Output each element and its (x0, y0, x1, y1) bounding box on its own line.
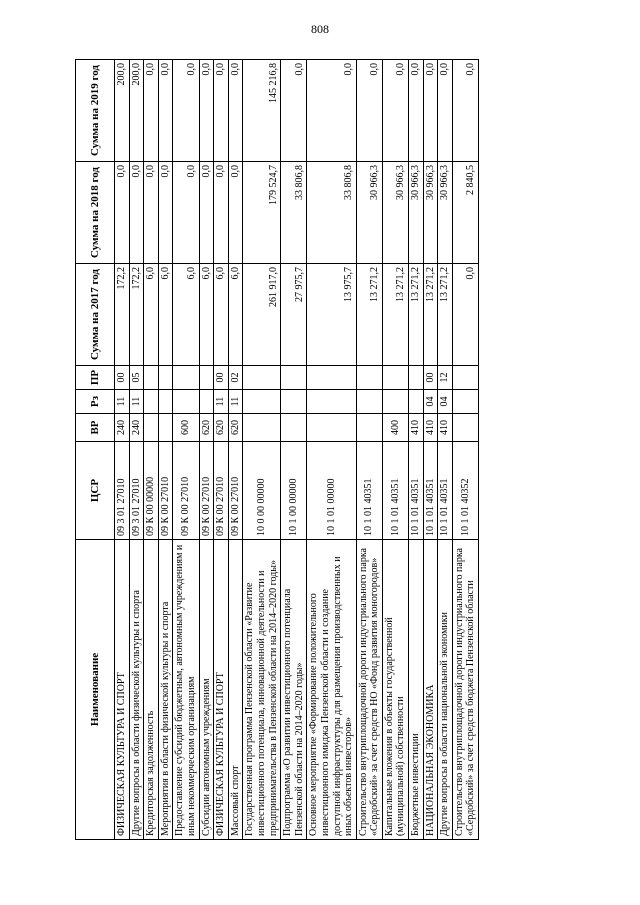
cell-name: Капитальные вложения в объекты государственной (муниципальной) собственности (382, 540, 408, 840)
cell-name: Другие вопросы в области физической культуры и спорта (129, 540, 144, 840)
cell-csr: 10 1 00 00000 (281, 442, 307, 540)
header-name: Наименование (76, 540, 115, 840)
cell-csr: 09 К 00 27010 (214, 442, 229, 540)
table-row (307, 60, 356, 840)
cell-2019: 145 216,8 (243, 60, 281, 162)
cell-rz: 04 (438, 390, 453, 414)
cell-2017: 27 975,7 (281, 264, 307, 366)
cell-pr (243, 366, 281, 390)
cell-pr: 02 (228, 366, 243, 390)
table-row (356, 60, 382, 840)
cell-2018: 33 806,8 (281, 162, 307, 264)
cell-2017: 6,0 (214, 264, 229, 366)
cell-vr (158, 414, 173, 442)
cell-2017: 13 975,7 (307, 264, 356, 366)
cell-2019: 0,0 (173, 60, 199, 162)
cell-2018: 0,0 (199, 162, 214, 264)
cell-vr: 600 (173, 414, 199, 442)
cell-pr: 00 (423, 366, 438, 390)
cell-name: Бюджетные инвестиции (409, 540, 424, 840)
cell-vr: 620 (228, 414, 243, 442)
cell-name: ФИЗИЧЕСКАЯ КУЛЬТУРА И СПОРТ (115, 540, 130, 840)
cell-rz (158, 390, 173, 414)
cell-2017: 6,0 (158, 264, 173, 366)
cell-2017: 13 271,2 (356, 264, 382, 366)
cell-pr (158, 366, 173, 390)
cell-rz: 11 (214, 390, 229, 414)
cell-vr: 400 (382, 414, 408, 442)
table-row (452, 60, 478, 840)
cell-rz (144, 390, 159, 414)
cell-csr: 09 К 00 00000 (144, 442, 159, 540)
cell-2018: 30 966,3 (438, 162, 453, 264)
cell-2019: 200,0 (115, 60, 130, 162)
table-row (382, 60, 408, 840)
cell-2018: 30 966,3 (382, 162, 408, 264)
header-rz: Рз (76, 390, 115, 414)
cell-2019: 0,0 (307, 60, 356, 162)
cell-name: ФИЗИЧЕСКАЯ КУЛЬТУРА И СПОРТ (214, 540, 229, 840)
cell-2018: 0,0 (228, 162, 243, 264)
cell-csr: 10 1 01 00000 (307, 442, 356, 540)
cell-2017: 261 917,0 (243, 264, 281, 366)
cell-name: Другие вопросы в области национальной экономики (438, 540, 453, 840)
cell-2018: 179 524,7 (243, 162, 281, 264)
table-row (409, 60, 424, 840)
cell-2017: 13 271,2 (382, 264, 408, 366)
cell-vr (307, 414, 356, 442)
cell-2017: 6,0 (144, 264, 159, 366)
cell-2019: 0,0 (423, 60, 438, 162)
cell-rz (356, 390, 382, 414)
cell-name: Строительство внутриплощадочной дороги индустриального парка «Сердобский» за счет средств бюджета Пензенской области (452, 540, 478, 840)
cell-2017: 13 271,2 (409, 264, 424, 366)
cell-2019: 0,0 (158, 60, 173, 162)
cell-2019: 0,0 (214, 60, 229, 162)
cell-rz: 04 (423, 390, 438, 414)
cell-2018: 30 966,3 (423, 162, 438, 264)
cell-2017: 6,0 (228, 264, 243, 366)
cell-name: Мероприятия в области физической культуры и спорта (158, 540, 173, 840)
cell-2017: 172,2 (115, 264, 130, 366)
table-row (129, 60, 144, 840)
cell-csr: 09 3 01 27010 (129, 442, 144, 540)
header-csr: ЦСР (76, 442, 115, 540)
cell-csr: 09 К 00 27010 (228, 442, 243, 540)
cell-2019: 0,0 (409, 60, 424, 162)
cell-rz (281, 390, 307, 414)
cell-2019: 0,0 (228, 60, 243, 162)
table-row (423, 60, 438, 840)
cell-csr: 09 К 00 27010 (158, 442, 173, 540)
cell-rz (307, 390, 356, 414)
cell-2018: 33 806,8 (307, 162, 356, 264)
cell-rz (173, 390, 199, 414)
cell-name: Субсидии автономным учреждениям (199, 540, 214, 840)
table-row (144, 60, 159, 840)
cell-vr (243, 414, 281, 442)
cell-2017: 172,2 (129, 264, 144, 366)
cell-rz (452, 390, 478, 414)
cell-2017: 0,0 (452, 264, 478, 366)
table-row (199, 60, 214, 840)
cell-vr (356, 414, 382, 442)
cell-pr (173, 366, 199, 390)
cell-rz (243, 390, 281, 414)
cell-2017: 6,0 (199, 264, 214, 366)
table-row (281, 60, 307, 840)
cell-vr: 410 (423, 414, 438, 442)
table-body (115, 60, 479, 840)
cell-pr: 05 (129, 366, 144, 390)
header-pr: ПР (76, 366, 115, 390)
cell-2018: 30 966,3 (356, 162, 382, 264)
cell-vr (144, 414, 159, 442)
cell-csr: 10 0 00 00000 (243, 442, 281, 540)
cell-csr: 09 К 00 27010 (199, 442, 214, 540)
cell-vr: 240 (129, 414, 144, 442)
cell-pr (199, 366, 214, 390)
cell-2018: 0,0 (115, 162, 130, 264)
cell-rz: 11 (115, 390, 130, 414)
cell-2018: 0,0 (129, 162, 144, 264)
cell-name: Подпрограмма «О развитии инвестиционного потенциала Пензенской области на 2014–2020 годы» (281, 540, 307, 840)
cell-rz (382, 390, 408, 414)
cell-rz: 11 (228, 390, 243, 414)
header-vr: ВР (76, 414, 115, 442)
cell-name: Массовый спорт (228, 540, 243, 840)
cell-pr: 00 (214, 366, 229, 390)
cell-2019: 0,0 (356, 60, 382, 162)
cell-name: НАЦИОНАЛЬНАЯ ЭКОНОМИКА (423, 540, 438, 840)
cell-pr (382, 366, 408, 390)
cell-2017: 6,0 (173, 264, 199, 366)
table-header-row (76, 60, 115, 840)
table-row (228, 60, 243, 840)
table-row (214, 60, 229, 840)
cell-name: Предоставление субсидий бюджетным, автономным учреждениям и иным некоммерческим организациям (173, 540, 199, 840)
cell-csr: 10 1 01 40351 (423, 442, 438, 540)
cell-vr (452, 414, 478, 442)
cell-pr: 00 (115, 366, 130, 390)
cell-2017: 13 271,2 (423, 264, 438, 366)
cell-pr (409, 366, 424, 390)
cell-2019: 200,0 (129, 60, 144, 162)
cell-name: Кредиторская задолженность (144, 540, 159, 840)
table-row (173, 60, 199, 840)
cell-name: Основное мероприятие «Формирование положительного инвестиционного имиджа Пензенской области и создание доступной инфраструктуры для размещения производственных и иных объектов инвесторов» (307, 540, 356, 840)
cell-csr: 10 1 01 40351 (382, 442, 408, 540)
cell-csr: 10 1 01 40351 (356, 442, 382, 540)
header-2018: Сумма на 2018 год (76, 162, 115, 264)
cell-name: Государственная программа Пензенской области «Развитие инвестиционного потенциала, инновационной деятельности и предпринимательства в Пензенской области на 2014–2020 годы» (243, 540, 281, 840)
cell-pr (144, 366, 159, 390)
cell-csr: 09 3 01 27010 (115, 442, 130, 540)
table-row (115, 60, 130, 840)
cell-pr (452, 366, 478, 390)
rotated-table-container (75, 60, 620, 840)
cell-2018: 0,0 (158, 162, 173, 264)
cell-2018: 2 840,5 (452, 162, 478, 264)
cell-pr (307, 366, 356, 390)
cell-rz (409, 390, 424, 414)
cell-2019: 0,0 (382, 60, 408, 162)
cell-vr (281, 414, 307, 442)
cell-2019: 0,0 (144, 60, 159, 162)
cell-rz (199, 390, 214, 414)
cell-pr (356, 366, 382, 390)
cell-2018: 0,0 (173, 162, 199, 264)
table-row (438, 60, 453, 840)
cell-2019: 0,0 (438, 60, 453, 162)
cell-vr: 240 (115, 414, 130, 442)
cell-2018: 0,0 (144, 162, 159, 264)
budget-table (75, 59, 479, 840)
cell-pr (281, 366, 307, 390)
cell-2019: 0,0 (199, 60, 214, 162)
cell-name: Строительство внутриплощадочной дороги индустриального парка «Сердобский» за счет средств НО «Фонд развития моногородов» (356, 540, 382, 840)
cell-csr: 10 1 01 40351 (438, 442, 453, 540)
cell-pr: 12 (438, 366, 453, 390)
cell-2018: 0,0 (214, 162, 229, 264)
cell-2017: 13 271,2 (438, 264, 453, 366)
cell-2018: 30 966,3 (409, 162, 424, 264)
cell-csr: 10 1 01 40352 (452, 442, 478, 540)
cell-vr: 620 (199, 414, 214, 442)
table-row (243, 60, 281, 840)
table-row (158, 60, 173, 840)
cell-2019: 0,0 (281, 60, 307, 162)
header-2017: Сумма на 2017 год (76, 264, 115, 366)
cell-vr: 410 (409, 414, 424, 442)
cell-vr: 410 (438, 414, 453, 442)
cell-rz: 11 (129, 390, 144, 414)
page-number: 808 (311, 22, 329, 36)
header-2019: Сумма на 2019 год (76, 60, 115, 162)
cell-vr: 620 (214, 414, 229, 442)
cell-2019: 0,0 (452, 60, 478, 162)
cell-csr: 09 К 00 27010 (173, 442, 199, 540)
cell-csr: 10 1 01 40351 (409, 442, 424, 540)
